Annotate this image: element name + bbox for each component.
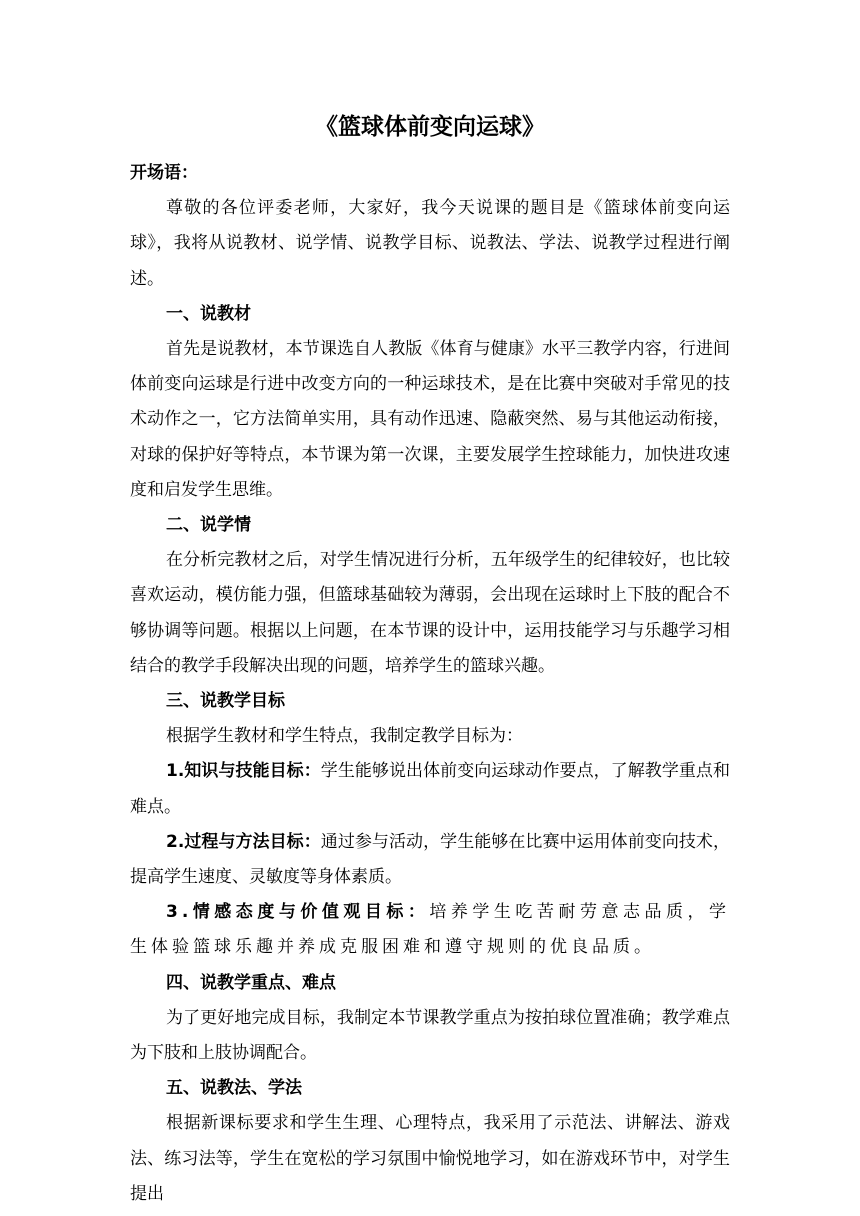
goal-item — [130, 895, 730, 965]
section-paragraph-student-analysis: 在分析完教材之后，对学生情况进行分析，五年级学生的纪律较好，也比较喜欢运动，模仿能力强，但篮球基础较为薄弱，会出现在运球时上下肢的配合不够协调等问题。根据以上问题，在本节课的设计中，运用技能学习与乐趣学习相结合的教学手段解决出现的问题，培养学生的篮球兴趣。 — [130, 550, 730, 676]
goal-label: 2.过程与方法目标： — [166, 831, 321, 852]
opening-label: 开场语： — [130, 163, 198, 183]
goals-intro: 根据学生教材和学生特点，我制定教学目标为： — [166, 726, 523, 747]
goal-text: 通过参与活动，学生能够在比赛中运用体前变向技术，提高学生速度、灵敏度等身体素质。 — [130, 831, 730, 888]
section-paragraph-teaching-material: 首先是说教材，本节课选自人教版《体育与健康》水平三教学内容，行进间体前变向运球是行进中改变方向的一种运球技术，是在比赛中突破对手常见的技术动作之一，它方法简单实用，具有动作迅速、隐蔽突然、易与其他运动衔接，对球的保护好等特点，本节课为第一次课，主要发展学生控球能力，加快进攻速度和启发学生思维。 — [130, 339, 730, 500]
goal-text: 培养学生吃苦耐劳意志品质，学生体验篮球乐趣并养成克服困难和遵守规则的优良品质。 — [130, 902, 730, 958]
section-paragraph-key-points: 为了更好地完成目标，我制定本节课教学重点为按拍球位置准确；教学难点为下肢和上肢协调配合。 — [130, 1007, 730, 1064]
goal-text: 学生能够说出体前变向运球动作要点，了解教学重点和难点。 — [130, 761, 730, 817]
section-heading-student-analysis: 二、说学情 — [166, 515, 251, 536]
document-body — [130, 156, 730, 1212]
goal-item — [130, 754, 730, 824]
goal-label: 1.知识与技能目标： — [166, 761, 321, 782]
section-heading-methods: 五、说教法、学法 — [166, 1078, 302, 1099]
document-title: 《篮球体前变向运球》 — [315, 114, 545, 140]
goal-label: 3.情感态度与价值观目标： — [166, 902, 430, 923]
section-heading-key-points: 四、说教学重点、难点 — [166, 972, 336, 993]
goal-item — [130, 825, 730, 895]
section-heading-teaching-material: 一、说教材 — [166, 303, 251, 324]
opening-paragraph: 尊敬的各位评委老师，大家好，我今天说课的题目是《篮球体前变向运球》，我将从说教材、说学情、说教学目标、说教法、学法、说教学过程进行阐述。 — [130, 198, 730, 289]
section-paragraph-methods: 根据新课标要求和学生生理、心理特点，我采用了示范法、讲解法、游戏法、练习法等，学生在宽松的学习氛围中愉悦地学习，如在游戏环节中，对学生提出 — [130, 1113, 730, 1204]
section-heading-teaching-goals: 三、说教学目标 — [166, 691, 285, 712]
